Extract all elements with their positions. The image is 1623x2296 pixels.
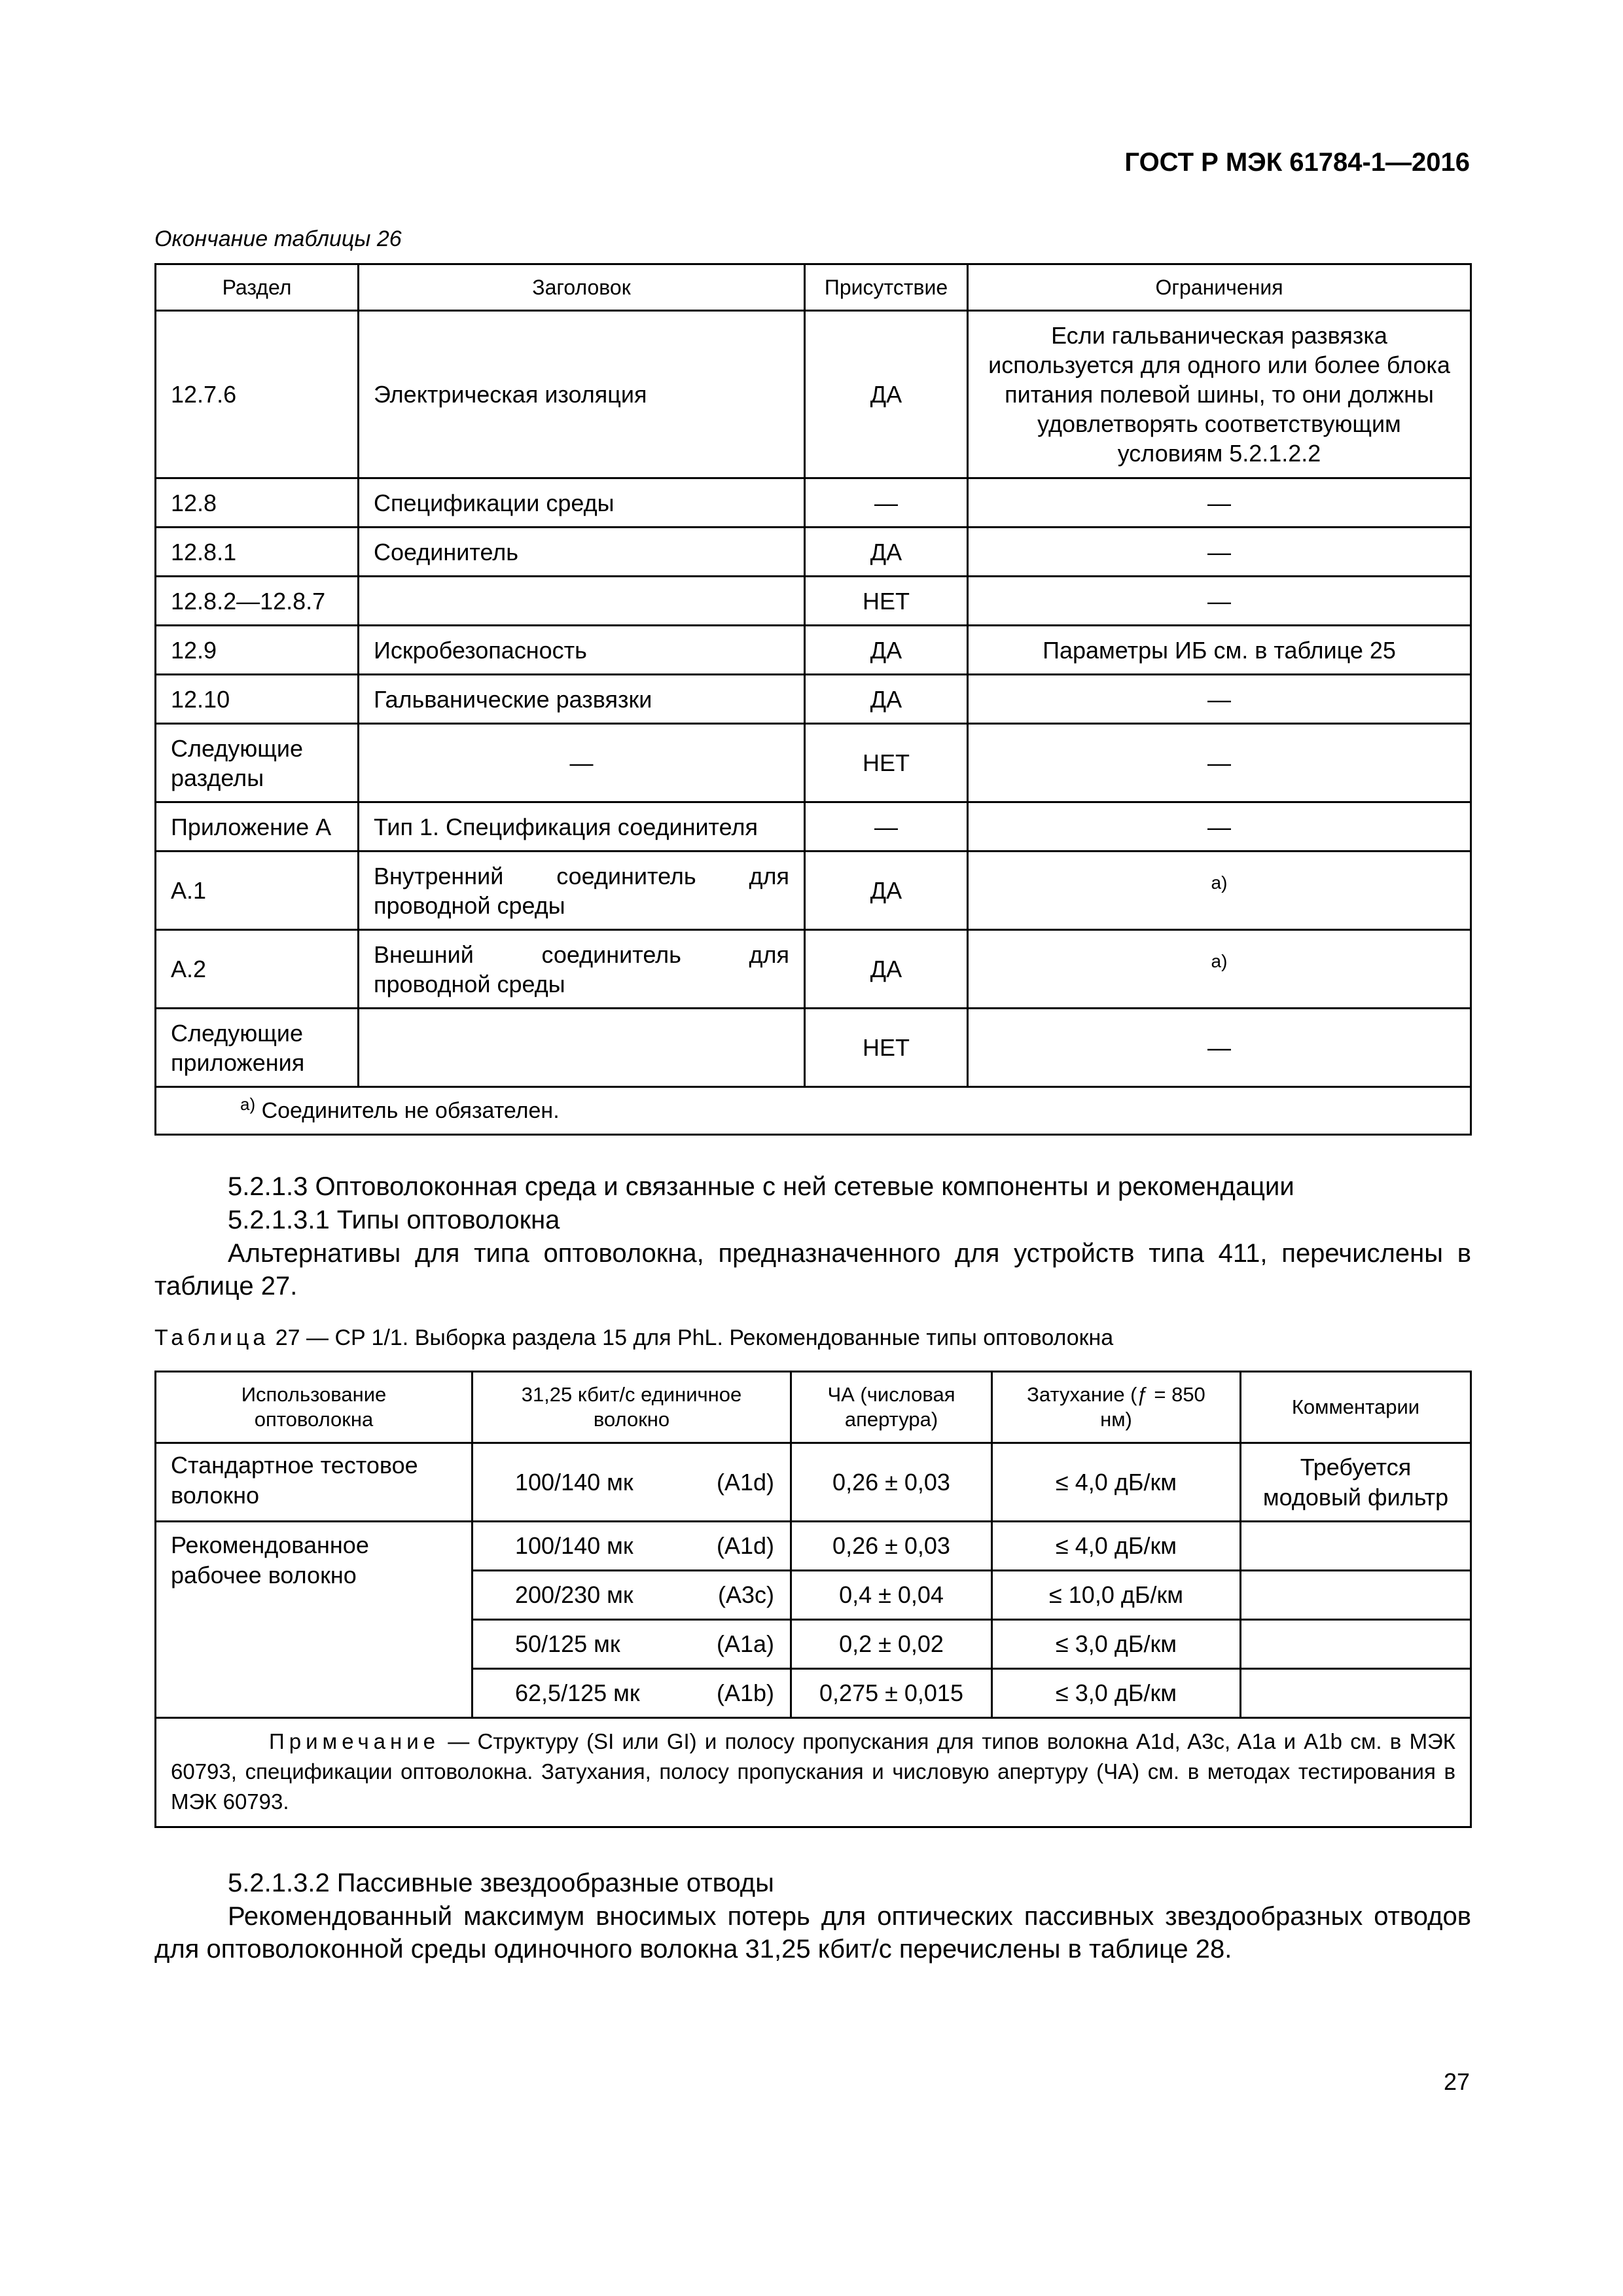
cell-section: Приложение А bbox=[156, 802, 359, 852]
footnote-mark: a) bbox=[1211, 872, 1228, 893]
cell-title bbox=[359, 1009, 805, 1087]
table27-header-row bbox=[156, 1372, 1471, 1443]
table-27 bbox=[154, 1371, 1472, 1828]
table-row bbox=[156, 1443, 1471, 1522]
cell-title: Электрическая изоляция bbox=[359, 311, 805, 478]
cell-attenuation: ≤ 10,0 дБ/км bbox=[992, 1571, 1241, 1620]
cell-presence: ДА bbox=[805, 626, 968, 675]
cell-presence: ДА bbox=[805, 528, 968, 577]
fiber-code: (A1b) bbox=[716, 1679, 774, 1706]
cell-limits bbox=[968, 930, 1471, 1009]
cell-presence: ДА bbox=[805, 852, 968, 930]
paragraph-fiber-types: Альтернативы для типа оптоволокна, предназначенного для устройств типа 411, перечислены в таблице 27. bbox=[154, 1239, 1471, 1300]
cell-na: 0,275 ± 0,015 bbox=[791, 1669, 992, 1718]
cell-attenuation: ≤ 4,0 дБ/км bbox=[992, 1522, 1241, 1571]
table26-caption: Окончание таблицы 26 bbox=[154, 226, 402, 251]
cell-limits: — bbox=[968, 478, 1471, 528]
cell-section: 12.8.2—12.8.7 bbox=[156, 577, 359, 626]
cell-fiber bbox=[473, 1443, 791, 1522]
col-header-limits: Ограничения bbox=[968, 264, 1471, 311]
cell-title: Искробезопасность bbox=[359, 626, 805, 675]
fiber-size: 100/140 мк bbox=[515, 1532, 633, 1559]
cell-presence: ДА bbox=[805, 930, 968, 1009]
cell-limits bbox=[968, 852, 1471, 930]
table-row bbox=[156, 724, 1471, 802]
col-header-comments: Комментарии bbox=[1241, 1372, 1471, 1443]
col-header-title: Заголовок bbox=[359, 264, 805, 311]
fiber-code: (A3c) bbox=[717, 1581, 774, 1608]
cell-attenuation: ≤ 3,0 дБ/км bbox=[992, 1669, 1241, 1718]
section-heading-5-2-1-3: 5.2.1.3 Оптоволоконная среда и связанные с ней сетевые компоненты и рекомендации bbox=[228, 1172, 1294, 1201]
cell-presence: НЕТ bbox=[805, 577, 968, 626]
table-row bbox=[156, 802, 1471, 852]
fiber-code: (A1d) bbox=[716, 1468, 774, 1496]
cell-section: А.1 bbox=[156, 852, 359, 930]
cell-title: Внутренний соединитель для проводной среды bbox=[359, 852, 805, 930]
table26-footnote-row bbox=[156, 1087, 1471, 1135]
cell-comment bbox=[1241, 1620, 1471, 1669]
cell-na: 0,26 ± 0,03 bbox=[791, 1443, 992, 1522]
cell-fiber bbox=[473, 1522, 791, 1571]
cell-limits: — bbox=[968, 577, 1471, 626]
cell-presence: — bbox=[805, 802, 968, 852]
section-heading-5-2-1-3-2: 5.2.1.3.2 Пассивные звездообразные отводы bbox=[228, 1869, 774, 1897]
col-header-fiber: 31,25 кбит/с единичное волокно bbox=[473, 1372, 791, 1443]
cell-presence: НЕТ bbox=[805, 1009, 968, 1087]
table-row bbox=[156, 478, 1471, 528]
note-text: — Структуру (SI или GI) и полосу пропускания для типов волокна A1d, A3c, A1a и A1b см. в МЭК 60793, спецификации оптоволокна. Затухания, полосу пропускания и числовую апертуру (ЧА) см. в методах тестирования в МЭК 60793. bbox=[171, 1729, 1455, 1814]
table-row bbox=[156, 626, 1471, 675]
fiber-code: (A1d) bbox=[716, 1532, 774, 1559]
cell-presence: ДА bbox=[805, 675, 968, 724]
cell-na: 0,2 ± 0,02 bbox=[791, 1620, 992, 1669]
section-heading-5-2-1-3-1: 5.2.1.3.1 Типы оптоволокна bbox=[228, 1206, 560, 1234]
cell-comment bbox=[1241, 1669, 1471, 1718]
footnote-mark: a) bbox=[240, 1094, 256, 1114]
cell-section: Следующие разделы bbox=[156, 724, 359, 802]
cell-section: 12.10 bbox=[156, 675, 359, 724]
col-header-presence: Присутствие bbox=[805, 264, 968, 311]
cell-presence: НЕТ bbox=[805, 724, 968, 802]
table-row bbox=[156, 1009, 1471, 1087]
table-row bbox=[156, 528, 1471, 577]
cell-limits: Если гальваническая развязка используется для одного или более блока питания полевой шины, то они должны удовлетворять соответствующим условиям 5.2.1.2.2 bbox=[968, 311, 1471, 478]
table26-footnote bbox=[156, 1087, 1471, 1135]
col-header-attenuation: Затухание (ƒ = 850 нм) bbox=[992, 1372, 1241, 1443]
cell-title bbox=[359, 577, 805, 626]
cell-usage: Рекомендованное рабочее волокно bbox=[156, 1522, 473, 1718]
col-header-usage: Использование оптоволокна bbox=[156, 1372, 473, 1443]
cell-attenuation: ≤ 3,0 дБ/км bbox=[992, 1620, 1241, 1669]
footnote-mark: a) bbox=[1211, 950, 1228, 971]
document-header: ГОСТ Р МЭК 61784-1—2016 bbox=[1124, 148, 1470, 177]
fiber-size: 200/230 мк bbox=[515, 1581, 633, 1608]
cell-section: 12.9 bbox=[156, 626, 359, 675]
cell-title: Гальванические развязки bbox=[359, 675, 805, 724]
table-row bbox=[156, 311, 1471, 478]
cell-comment: Требуется модовый фильтр bbox=[1241, 1443, 1471, 1522]
cell-title: Спецификации среды bbox=[359, 478, 805, 528]
cell-limits: Параметры ИБ см. в таблице 25 bbox=[968, 626, 1471, 675]
cell-limits: — bbox=[968, 802, 1471, 852]
cell-title: Соединитель bbox=[359, 528, 805, 577]
cell-fiber bbox=[473, 1571, 791, 1620]
cell-comment bbox=[1241, 1522, 1471, 1571]
cell-limits: — bbox=[968, 1009, 1471, 1087]
table-26 bbox=[154, 263, 1472, 1136]
cell-presence: — bbox=[805, 478, 968, 528]
table27-caption-text: 27 — CP 1/1. Выборка раздела 15 для PhL. Рекомендованные типы оптоволокна bbox=[275, 1325, 1114, 1350]
cell-limits: — bbox=[968, 675, 1471, 724]
cell-na: 0,4 ± 0,04 bbox=[791, 1571, 992, 1620]
table27-note bbox=[156, 1718, 1471, 1827]
footnote-text: Соединитель не обязателен. bbox=[261, 1098, 560, 1123]
cell-fiber bbox=[473, 1669, 791, 1718]
cell-presence: ДА bbox=[805, 311, 968, 478]
table-row bbox=[156, 930, 1471, 1009]
cell-fiber bbox=[473, 1620, 791, 1669]
table-row bbox=[156, 1522, 1471, 1571]
cell-section: 12.7.6 bbox=[156, 311, 359, 478]
cell-na: 0,26 ± 0,03 bbox=[791, 1522, 992, 1571]
table27-caption bbox=[154, 1325, 1113, 1351]
cell-section: Следующие приложения bbox=[156, 1009, 359, 1087]
fiber-size: 50/125 мк bbox=[515, 1630, 620, 1657]
fiber-code: (A1a) bbox=[716, 1630, 774, 1657]
table27-caption-label: Таблица bbox=[154, 1325, 270, 1350]
cell-section: А.2 bbox=[156, 930, 359, 1009]
table-row bbox=[156, 852, 1471, 930]
cell-title: Тип 1. Спецификация соединителя bbox=[359, 802, 805, 852]
cell-comment bbox=[1241, 1571, 1471, 1620]
cell-section: 12.8.1 bbox=[156, 528, 359, 577]
cell-usage: Стандартное тестовое волокно bbox=[156, 1443, 473, 1522]
col-header-section: Раздел bbox=[156, 264, 359, 311]
cell-limits: — bbox=[968, 528, 1471, 577]
paragraph-passive-star: Рекомендованный максимум вносимых потерь для оптических пассивных звездообразных отводов для оптоволоконной среды одиночного волокна 31,25 кбит/с перечислены в таблице 28. bbox=[154, 1902, 1471, 1964]
cell-attenuation: ≤ 4,0 дБ/км bbox=[992, 1443, 1241, 1522]
fiber-size: 62,5/125 мк bbox=[515, 1679, 640, 1706]
note-label: Примечание bbox=[269, 1729, 440, 1753]
cell-title: — bbox=[359, 724, 805, 802]
table27-note-row bbox=[156, 1718, 1471, 1827]
page-number: 27 bbox=[1443, 2068, 1470, 2095]
cell-title: Внешний соединитель для проводной среды bbox=[359, 930, 805, 1009]
table26-header-row bbox=[156, 264, 1471, 311]
col-header-na: ЧА (числовая апертура) bbox=[791, 1372, 992, 1443]
table-row bbox=[156, 577, 1471, 626]
table-row bbox=[156, 675, 1471, 724]
fiber-size: 100/140 мк bbox=[515, 1468, 633, 1496]
cell-limits: — bbox=[968, 724, 1471, 802]
cell-section: 12.8 bbox=[156, 478, 359, 528]
